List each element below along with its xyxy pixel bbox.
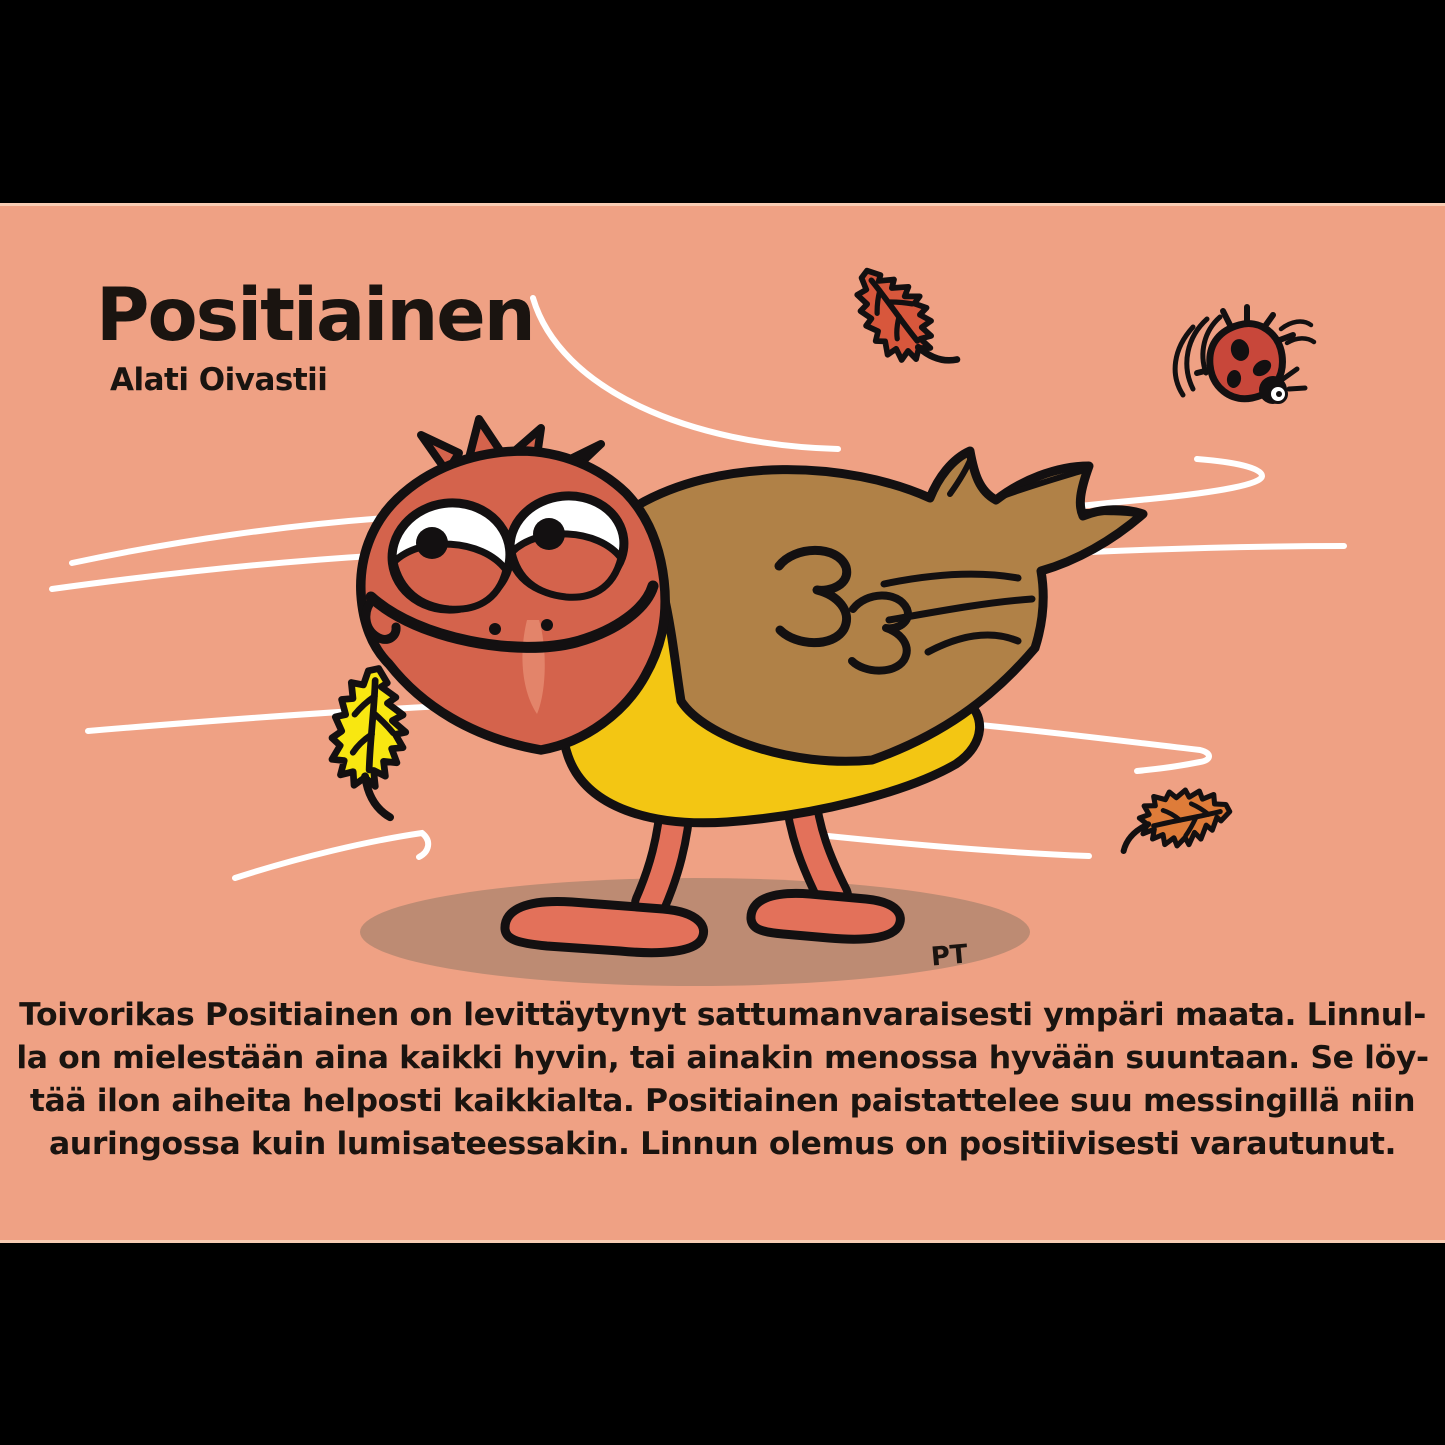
red-autumn-leaf [840, 254, 962, 391]
bird-right-pupil [533, 518, 565, 550]
letterbox-bottom [0, 1243, 1445, 1445]
description-line: tää ilon aiheita helposti kaikkialta. Positiainen paistattelee suu messingillä niin [29, 1083, 1416, 1119]
wind-line [828, 836, 1089, 856]
artwork-subtitle: Alati Oivastii [110, 362, 328, 398]
description-paragraph [0, 994, 1445, 1166]
description-line: Toivorikas Positiainen on levittäytynyt sattumanvaraisesti ympäri maata. Linnul- [19, 997, 1426, 1033]
wind-line [235, 833, 428, 878]
description-line: auringossa kuin lumisateessakin. Linnun olemus on positiivisesti varautunut. [48, 1126, 1397, 1162]
bird-left-foot [505, 901, 704, 952]
yellow-autumn-leaf [324, 664, 412, 818]
artist-signature: PT [929, 939, 970, 973]
description-line: la on mielestään aina kaikki hyvin, tai ainakin menossa hyvään suuntaan. Se löy- [16, 1040, 1429, 1076]
bird-nostril [541, 619, 553, 631]
bird-wing [633, 451, 1143, 761]
cartoon-bird [361, 419, 1143, 953]
wind-line [533, 298, 838, 449]
page-title: Positiainen [96, 273, 534, 358]
bird-left-pupil [416, 527, 448, 559]
bird-nostril [489, 623, 501, 635]
ladybug [1175, 307, 1314, 404]
bird-right-foot [751, 893, 900, 939]
letterbox-top [0, 0, 1445, 203]
orange-autumn-leaf [1115, 782, 1234, 856]
